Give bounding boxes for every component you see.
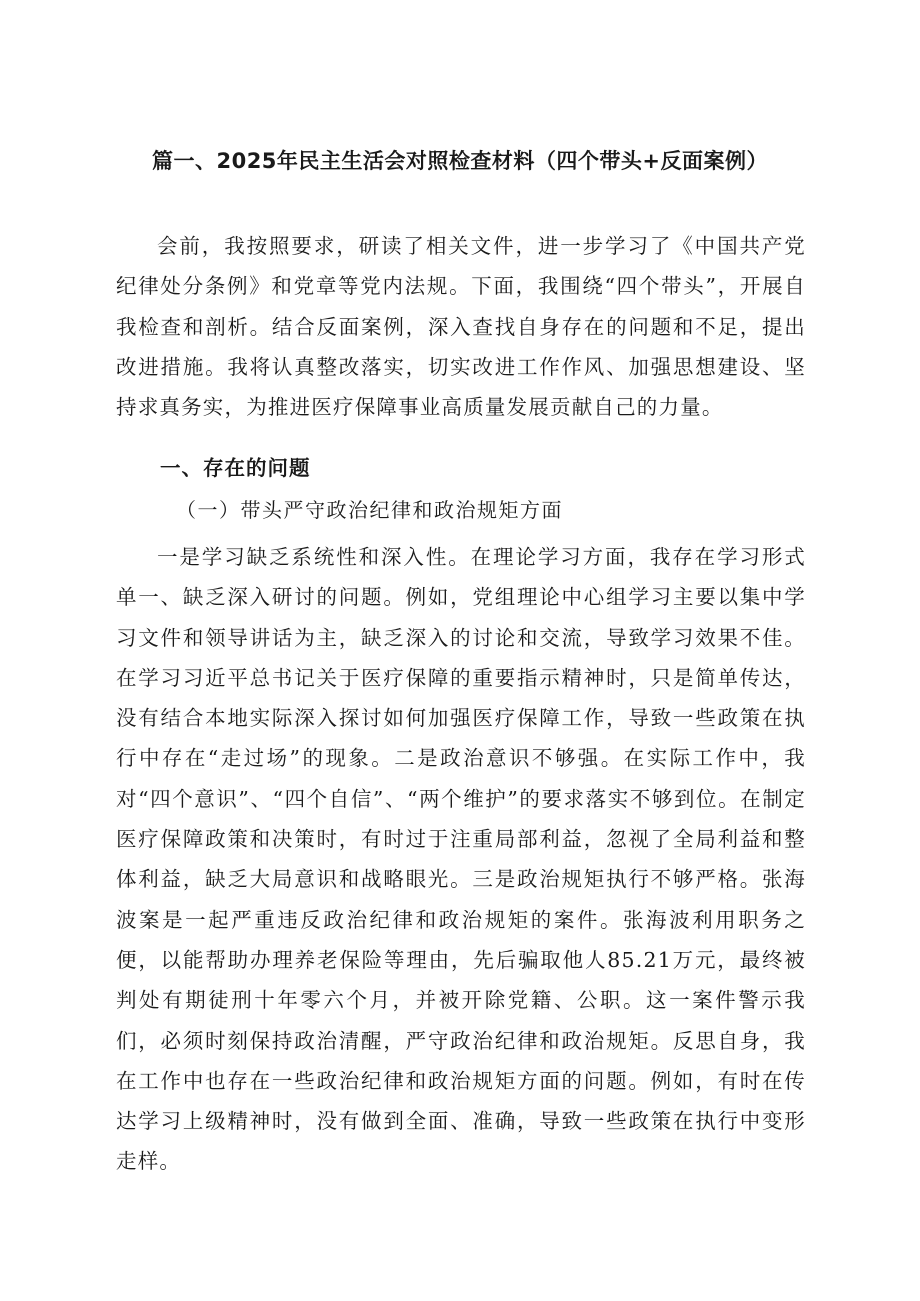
section-heading-problems: 一、存在的问题: [160, 456, 311, 480]
subsection-heading-political-discipline: （一）带头严守政治纪律和政治规矩方面: [176, 498, 563, 522]
document-title: 篇一、2025年民主生活会对照检查材料（四个带头+反面案例）: [151, 149, 769, 173]
body-paragraph: 一是学习缺乏系统性和深入性。在理论学习方面，我存在学习形式单一、缺乏深入研讨的问题。例如，党组理论中心组学习主要以集中学习文件和领导讲话为主，缺乏深入的讨论和交流，导致学习效果不佳。在学习习近平总书记关于医疗保障的重要指示精神时，只是简单传达，没有结合本地实际深入探讨如何加强医疗保障工作，导致一些政策在执行中存在“走过场”的现象。二是政治意识不够强。在实际工作中，我对“四个意识”、“四个自信”、“两个维护”的要求落实不够到位。在制定医疗保障政策和决策时，有时过于注重局部利益，忽视了全局利益和整体利益，缺乏大局意识和战略眼光。三是政治规矩执行不够严格。张海波案是一起严重违反政治纪律和政治规矩的案件。张海波利用职务之便，以能帮助办理养老保险等理由，先后骗取他人85.21万元，最终被判处有期徒刑十年零六个月，并被开除党籍、公职。这一案件警示我们，必须时刻保持政治清醒，严守政治纪律和政治规矩。反思自身，我在工作中也存在一些政治纪律和政治规矩方面的问题。例如，有时在传达学习上级精神时，没有做到全面、准确，导致一些政策在执行中变形走样。: [116, 545, 806, 1174]
intro-paragraph: 会前，我按照要求，研读了相关文件，进一步学习了《中国共产党纪律处分条例》和党章等党内法规。下面，我围绕“四个带头”，开展自我检查和剖析。结合反面案例，深入查找自身存在的问题和不足，提出改进措施。我将认真整改落实，切实改进工作作风、加强思想建设、坚持求真务实，为推进医疗保障事业高质量发展贡献自己的力量。: [116, 234, 806, 420]
